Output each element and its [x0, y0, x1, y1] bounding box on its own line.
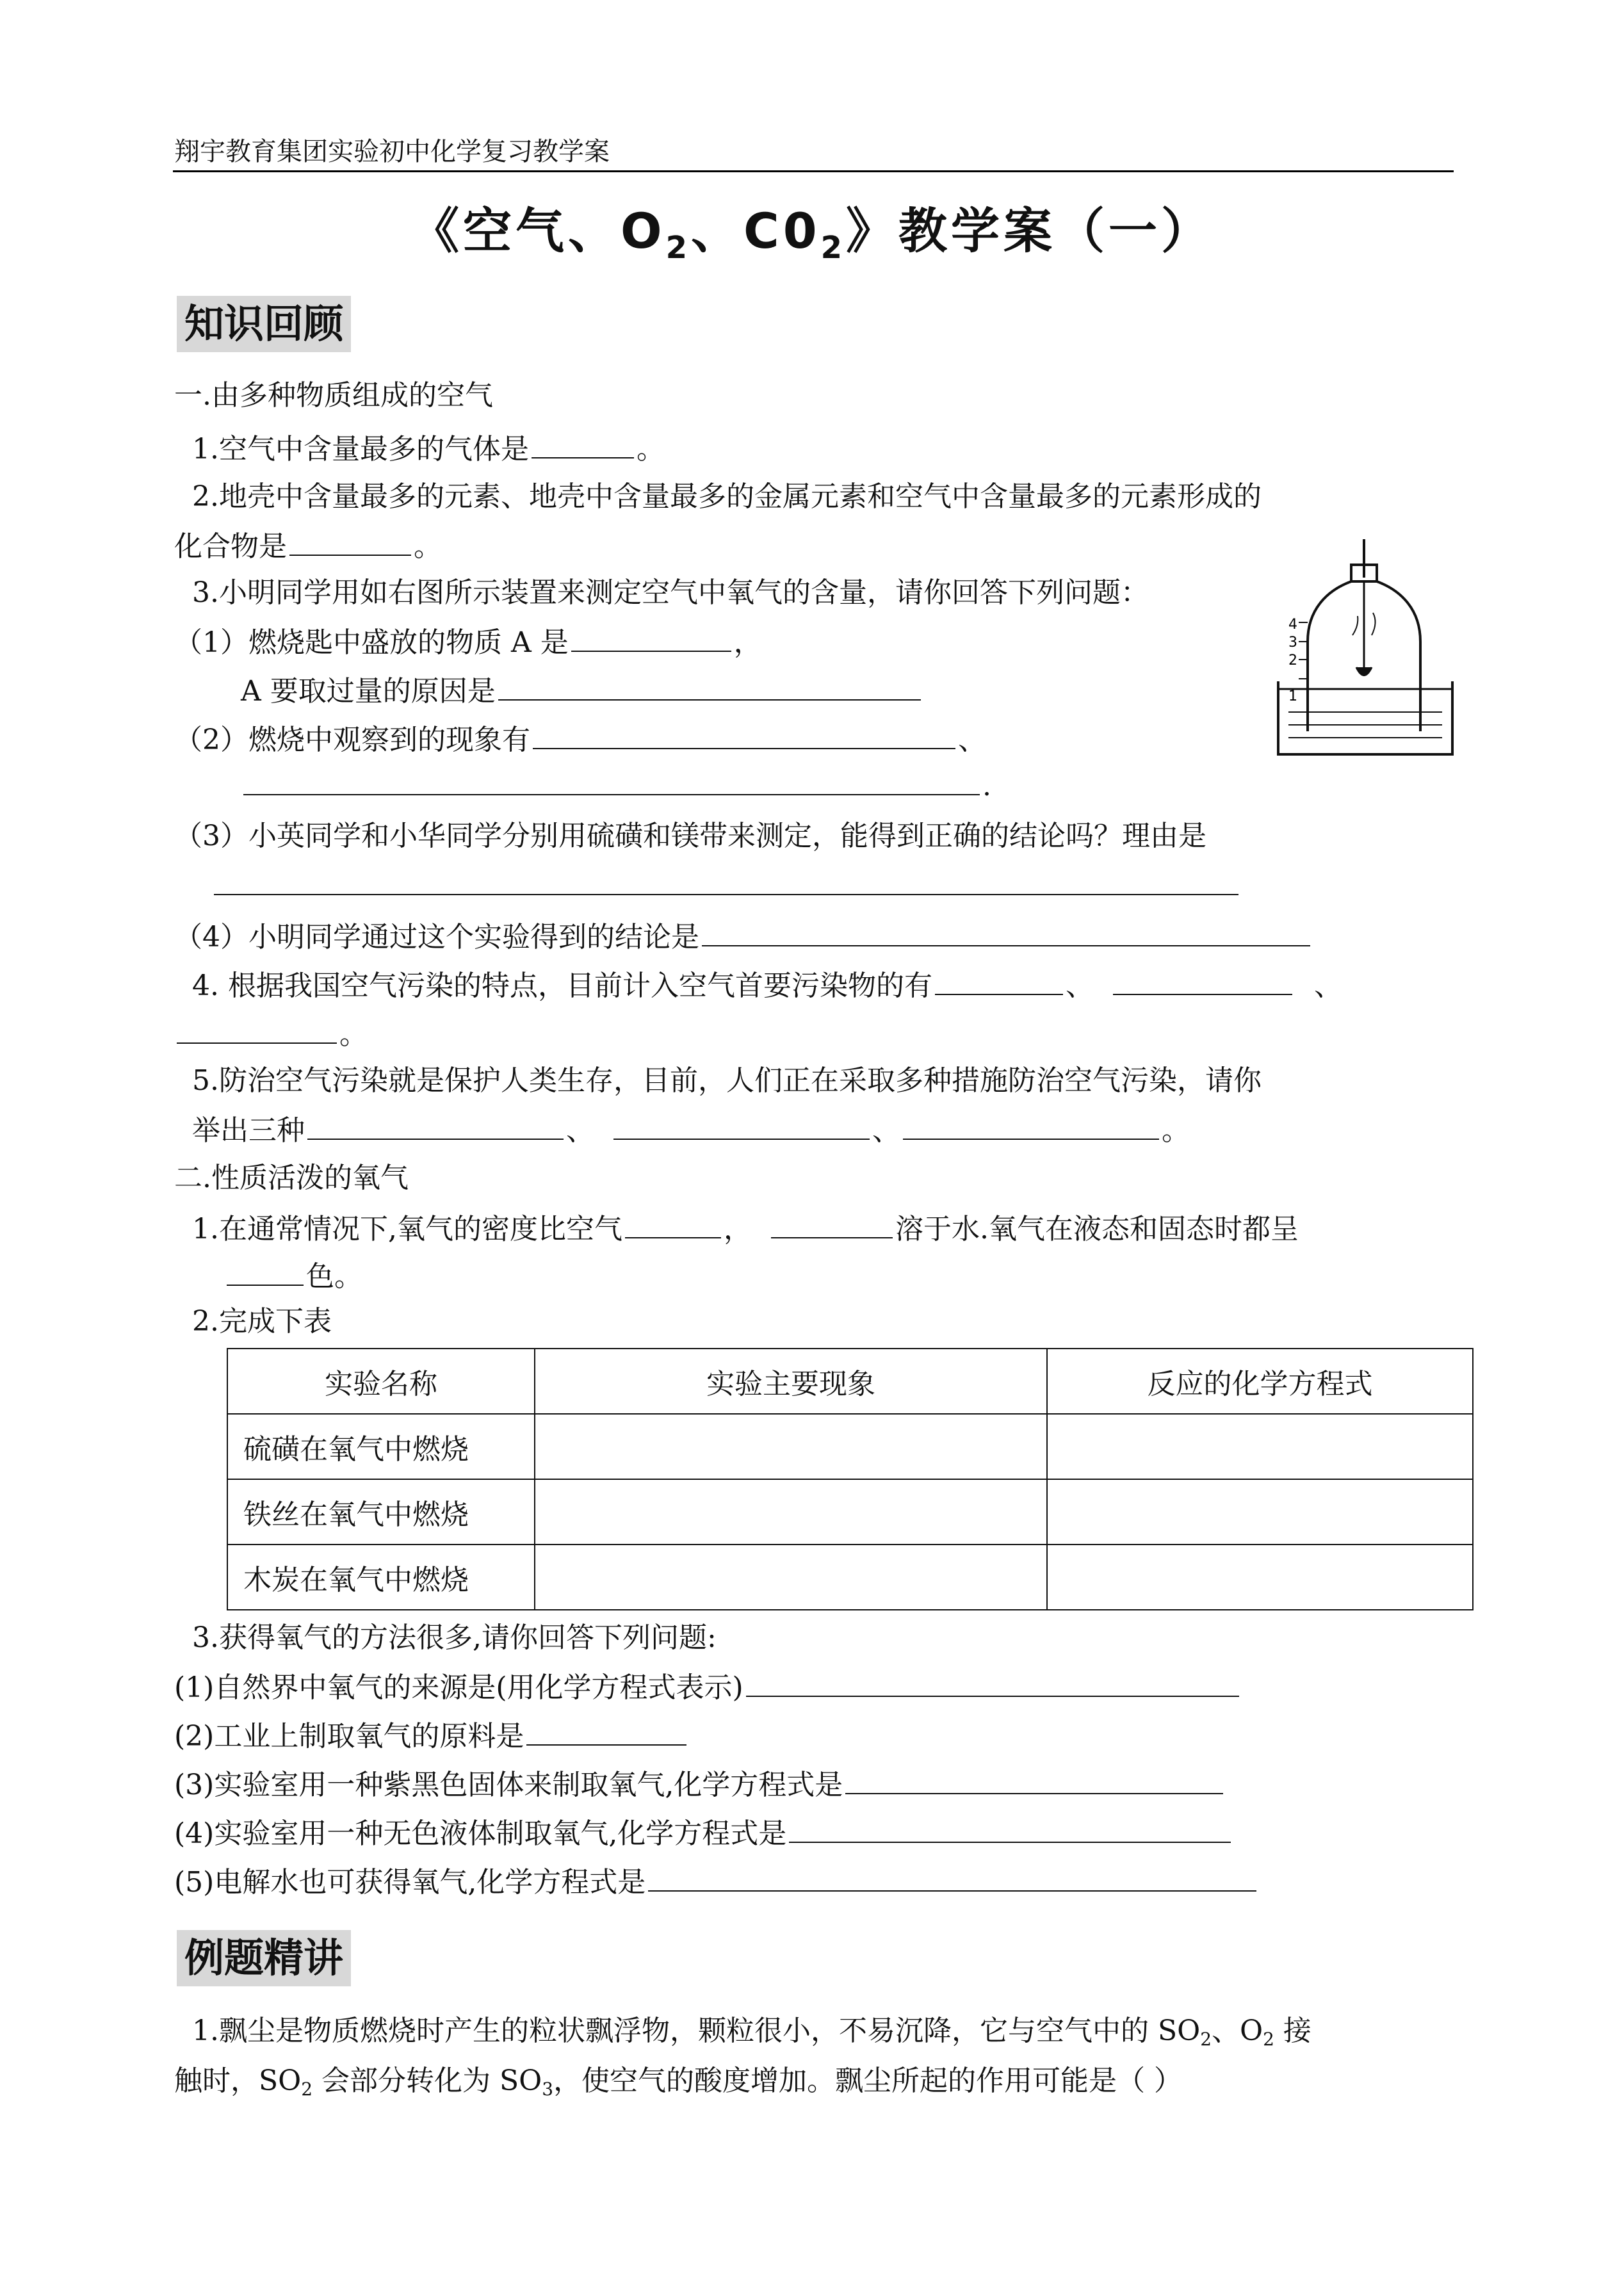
answer-blank[interactable] [648, 1862, 1256, 1892]
answer-cell[interactable] [1047, 1545, 1473, 1610]
header-rule [173, 170, 1454, 172]
question-text: ， [723, 1213, 752, 1245]
subscript: 2 [1200, 2029, 1212, 2050]
question-text: 举出三种 [192, 1114, 305, 1147]
answer-blank[interactable] [243, 766, 980, 795]
question-text: (1)自然界中氧气的来源是(用化学方程式表示) [174, 1671, 743, 1704]
subscript: 3 [542, 2079, 554, 2100]
question-text: (3)实验室用一种紫黑色固体来制取氧气,化学方程式是 [174, 1769, 843, 1801]
question-text: 溶于水.氧气在液态和固态时都呈 [895, 1213, 1299, 1245]
question-3-4 [174, 917, 1313, 955]
part2-question-3: 3.获得氧气的方法很多,请你回答下列问题: [192, 1621, 717, 1654]
question-text: ， [733, 626, 762, 659]
part2-question-3-2 [174, 1716, 689, 1755]
question-text: 、O [1212, 2015, 1263, 2047]
question-text: (2)工业上制取氧气的原料是 [174, 1720, 524, 1753]
answer-blank[interactable] [845, 1765, 1223, 1794]
column-header: 实验主要现象 [535, 1349, 1047, 1414]
apparatus-label: 1 [1288, 688, 1297, 704]
table-row [227, 1414, 1473, 1479]
title-subscript: 2 [820, 230, 847, 266]
question-text: 触时，SO [174, 2064, 302, 2097]
page-title [0, 192, 1624, 266]
table-row [227, 1545, 1473, 1610]
answer-blank[interactable] [625, 1209, 721, 1238]
question-3-2b [241, 766, 991, 804]
question-4-cont [174, 1014, 368, 1053]
question-text: （4）小明同学通过这个实验得到的结论是 [174, 921, 699, 953]
answer-blank[interactable] [702, 917, 1310, 946]
apparatus-label: 2 [1288, 653, 1297, 669]
example-1-line1 [192, 2013, 1311, 2057]
question-text: 、 [566, 1114, 594, 1147]
apparatus-label: 3 [1288, 635, 1297, 651]
title-part: 、C0 [690, 202, 821, 259]
question-5-line1: 5.防治空气污染就是保护人类生存，目前，人们正在采取多种措施防治空气污染，请你 [192, 1064, 1262, 1097]
question-text: (5)电解水也可获得氧气,化学方程式是 [174, 1866, 646, 1899]
question-text: （2）燃烧中观察到的现象有 [174, 724, 530, 756]
question-text: 1.空气中含量最多的气体是 [192, 433, 529, 466]
answer-cell[interactable] [535, 1479, 1047, 1545]
part1-heading: 一.由多种物质组成的空气 [174, 379, 493, 412]
answer-blank[interactable] [903, 1110, 1159, 1140]
question-text: 、 [958, 724, 986, 756]
question-text: 。 [414, 530, 442, 563]
question-text: 会部分转化为 SO [313, 2064, 542, 2097]
answer-blank[interactable] [1113, 966, 1292, 995]
answer-cell[interactable] [535, 1414, 1047, 1479]
question-3: 3.小明同学用如右图所示装置来测定空气中氧气的含量，请你回答下列问题： [192, 576, 1149, 609]
answer-cell[interactable] [535, 1545, 1047, 1610]
question-3-3-answer [211, 866, 1241, 904]
answer-cell[interactable] [1047, 1479, 1473, 1545]
answer-cell[interactable] [1047, 1414, 1473, 1479]
column-header: 实验名称 [227, 1349, 535, 1414]
answer-blank[interactable] [571, 622, 731, 652]
question-text: 1.在通常情况下,氧气的密度比空气 [192, 1213, 622, 1245]
question-text: 1.飘尘是物质燃烧时产生的粒状飘浮物，颗粒很小，不易沉降，它与空气中的 SO [192, 2015, 1201, 2047]
answer-blank[interactable] [227, 1256, 304, 1286]
oxygen-measurement-apparatus [1276, 539, 1455, 761]
answer-blank[interactable] [746, 1667, 1239, 1697]
section-heading-examples: 例题精讲 [177, 1930, 351, 1986]
part2-question-3-1 [174, 1667, 1242, 1706]
answer-blank[interactable] [771, 1209, 893, 1238]
title-part: 《空气、O [410, 202, 666, 259]
part2-question-1 [192, 1209, 1299, 1247]
question-text: 、 [1065, 969, 1094, 1002]
question-text: 接 [1274, 2015, 1311, 2047]
part2-heading: 二.性质活泼的氧气 [174, 1162, 409, 1194]
question-text: 色。 [306, 1260, 362, 1293]
answer-blank[interactable] [789, 1813, 1231, 1843]
part2-question-1-cont [224, 1256, 362, 1295]
question-text: 。 [1162, 1114, 1190, 1147]
answer-blank[interactable] [533, 720, 955, 749]
question-5-line2 [192, 1110, 1190, 1149]
subscript: 2 [301, 2079, 313, 2100]
experiment-table [227, 1348, 1474, 1610]
question-2-line1: 2.地壳中含量最多的元素、地壳中含量最多的金属元素和空气中含量最多的元素形成的 [192, 480, 1262, 513]
experiment-name: 硫磺在氧气中燃烧 [227, 1414, 535, 1479]
table-header-row [227, 1349, 1473, 1414]
title-subscript: 2 [665, 230, 691, 266]
answer-blank[interactable] [613, 1110, 870, 1140]
document-header: 翔宇教育集团实验初中化学复习教学案 [174, 137, 610, 166]
question-text: 4. 根据我国空气污染的特点，目前计入空气首要污染物的有 [192, 969, 932, 1002]
question-text: . [982, 770, 991, 802]
subscript: 2 [1263, 2029, 1274, 2050]
answer-blank[interactable] [177, 1014, 337, 1044]
question-text: ，使空气的酸度增加。飘尘所起的作用可能是（ ） [553, 2064, 1183, 2097]
table-row [227, 1479, 1473, 1545]
answer-blank[interactable] [526, 1716, 686, 1746]
title-part: 》教学案（一） [846, 202, 1214, 259]
question-2-line2 [174, 526, 442, 565]
question-text: 、 [1313, 969, 1342, 1002]
answer-blank[interactable] [498, 671, 921, 701]
experiment-name: 木炭在氧气中燃烧 [227, 1545, 535, 1610]
part2-question-3-3 [174, 1765, 1226, 1803]
answer-blank[interactable] [289, 526, 411, 556]
question-1 [192, 429, 665, 467]
experiment-name: 铁丝在氧气中燃烧 [227, 1479, 535, 1545]
question-text: (4)实验室用一种无色液体制取氧气,化学方程式是 [174, 1817, 787, 1850]
part2-question-2: 2.完成下表 [192, 1305, 332, 1338]
part2-question-3-5 [174, 1862, 1259, 1901]
example-1-line2 [174, 2063, 1182, 2107]
question-text: 化合物是 [174, 530, 287, 563]
question-text: A 要取过量的原因是 [241, 675, 496, 708]
question-3-1 [174, 622, 762, 661]
section-heading-review: 知识回顾 [177, 296, 351, 352]
apparatus-label: 4 [1288, 617, 1297, 633]
answer-blank[interactable] [214, 866, 1238, 895]
answer-blank[interactable] [307, 1110, 564, 1140]
question-3-3: （3）小英同学和小华同学分别用硫磺和镁带来测定，能得到正确的结论吗？理由是 [174, 820, 1206, 852]
question-text: 。 [636, 433, 665, 466]
question-text: 。 [339, 1018, 368, 1051]
question-text: 、 [872, 1114, 900, 1147]
question-3-1b [241, 671, 923, 710]
column-header: 反应的化学方程式 [1047, 1349, 1473, 1414]
answer-blank[interactable] [532, 429, 634, 458]
answer-blank[interactable] [935, 966, 1063, 995]
question-text: （1）燃烧匙中盛放的物质 A 是 [174, 626, 569, 659]
part2-question-3-4 [174, 1813, 1233, 1852]
question-3-2 [174, 720, 986, 758]
question-4 [192, 966, 1342, 1004]
